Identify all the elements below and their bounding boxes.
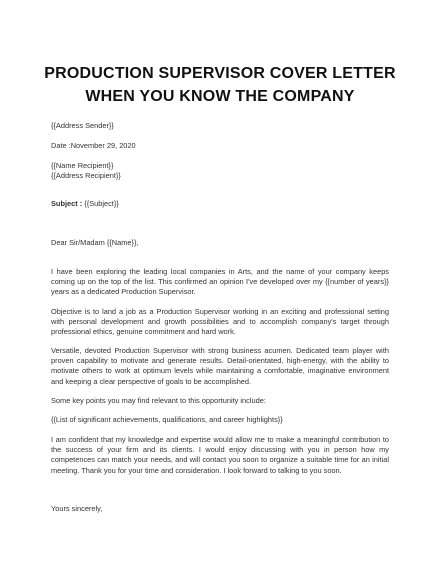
subject-line [51, 199, 389, 209]
salutation: Dear Sir/Madam {{Name}}, [51, 238, 139, 247]
paragraph-objective: Objective is to land a job as a Production Supervisor working in an exciting and professional setting with personal development and growth possibilities and to accomplish company's target through professional ethics, genuine commitment and hard work. [51, 307, 389, 337]
address-recipient: {{Address Recipient}} [51, 171, 121, 180]
paragraph-profile: Versatile, devoted Production Supervisor with strong business acumen. Dedicated team player with proven capability to motivate and generate results. Detail-orientated, high-energy, with the ability to motivate others to work at optimum levels while maintaining a comfortable, imaginative environment and keeping a clear perspective of goals to be accomplished. [51, 346, 389, 386]
title-line-2: WHEN YOU KNOW THE COMPANY [85, 88, 355, 105]
paragraph-achievements: {{List of significant achievements, qualifications, and career highlights}} [51, 415, 283, 424]
document-title [20, 62, 420, 108]
closing: Yours sincerely, [51, 504, 103, 513]
title-line-1: PRODUCTION SUPERVISOR COVER LETTER [44, 65, 396, 82]
paragraph-intro: I have been exploring the leading local companies in Arts, and the name of your company keeps coming up on the top of the list. This confirmed an opinion I've developed over my {{number of years}} years as a dedicated Production Supervisor. [51, 267, 389, 297]
address-sender: {{Address Sender}} [51, 121, 114, 130]
paragraph-closing-statement: I am confident that my knowledge and expertise would allow me to make a meaningful contribution to the success of your firm and its clients. I would enjoy discussing with you in person how my competences can match your needs, and will contact you soon to organize a suitable time for an initial meeting. Thank you for your time and consideration. I look forward to talking to you soon. [51, 435, 389, 475]
date-line: Date :November 29, 2020 [51, 141, 136, 150]
subject-value: {{Subject}} [82, 199, 119, 208]
subject-label: Subject : [51, 199, 83, 208]
name-recipient: {{Name Recipient}} [51, 161, 114, 170]
paragraph-key-points: Some key points you may find relevant to this opportunity include: [51, 396, 266, 405]
